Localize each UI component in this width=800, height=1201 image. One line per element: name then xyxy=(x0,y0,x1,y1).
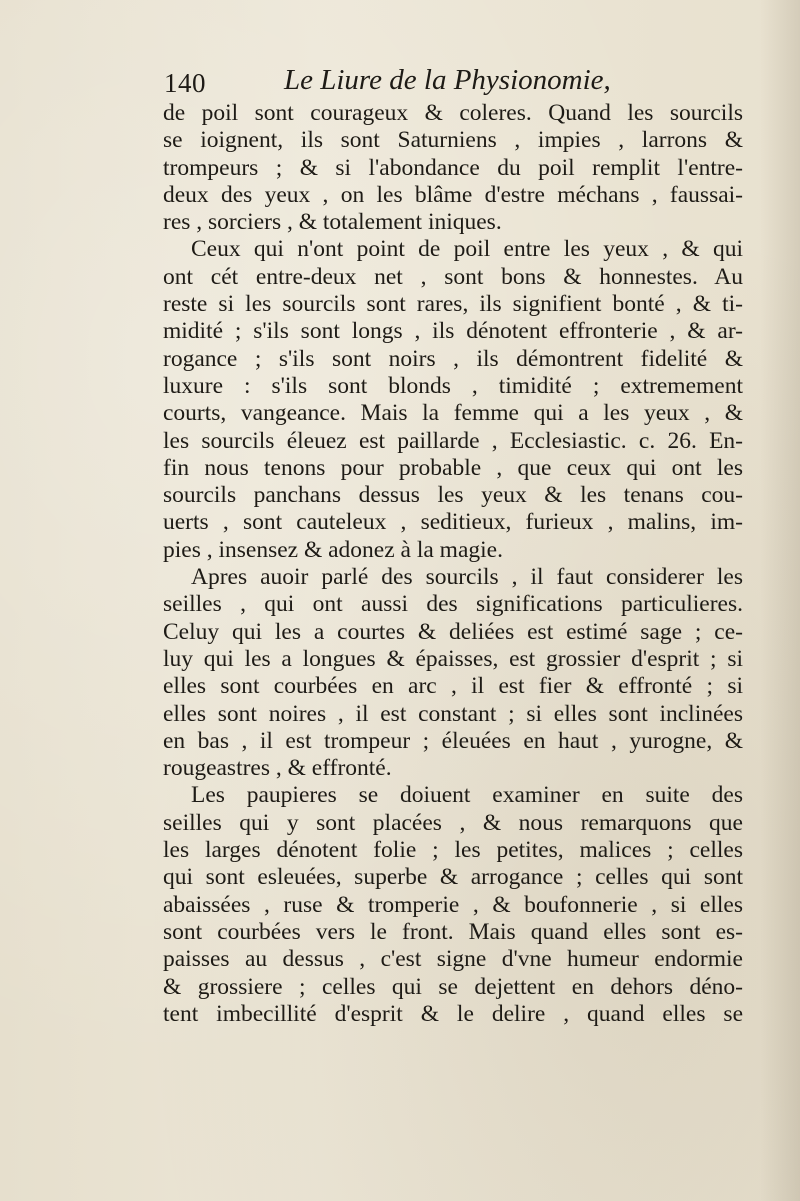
text-line: seilles qui y sont placées , & nous remarquons que xyxy=(163,809,743,836)
text-line: elles sont courbées en arc , il est fier & effronté ; si xyxy=(163,673,743,700)
text-line: de poil sont courageux & coleres. Quand les sourcils xyxy=(163,100,743,126)
running-title: Le Liure de la Physionomie, xyxy=(284,64,611,96)
text-line: sont courbées vers le front. Mais quand elles sont es- xyxy=(163,918,743,945)
page-edge-shadow xyxy=(760,0,800,1201)
text-line: deux des yeux , on les blâme d'estre méchans , faussai- xyxy=(163,181,743,208)
page-number: 140 xyxy=(164,68,206,98)
text-line: rougeastres , & effronté. xyxy=(163,755,392,782)
text-line: paisses au dessus , c'est signe d'vne humeur endormie xyxy=(163,946,743,973)
text-line: pies , insensez & adonez à la magie. xyxy=(163,536,503,563)
page-header xyxy=(164,62,634,102)
text-line: luy qui les a longues & épaisses, est grossier d'esprit ; si xyxy=(163,645,743,672)
text-line: qui sont esleuées, superbe & arrogance ; celles qui sont xyxy=(163,864,743,891)
text-line: sourcils panchans dessus les yeux & les tenans cou- xyxy=(163,482,743,509)
text-line: res , sorciers , & totalement iniques. xyxy=(163,209,502,236)
text-line: Celuy qui les a courtes & deliées est estimé sage ; ce- xyxy=(163,618,743,645)
text-line: tent imbecillité d'esprit & le delire , quand elles se xyxy=(163,1000,743,1027)
text-line: reste si les sourcils sont rares, ils signifient bonté , & ti- xyxy=(163,291,743,318)
text-line: luxure : s'ils sont blonds , timidité ; extremement xyxy=(163,372,743,399)
text-line: Les paupieres se doiuent examiner en suite des xyxy=(191,782,743,809)
text-line: courts, vangeance. Mais la femme qui a les yeux , & xyxy=(163,400,743,427)
text-line: elles sont noires , il est constant ; si elles sont inclinées xyxy=(163,700,743,727)
text-line: en bas , il est trompeur ; éleuées en haut , yurogne, & xyxy=(163,727,743,754)
text-line: uerts , sont cauteleux , seditieux, furieux , malins, im- xyxy=(163,509,743,536)
text-line: les sourcils éleuez est paillarde , Ecclesiastic. c. 26. En- xyxy=(163,427,743,454)
text-line: seilles , qui ont aussi des significations particulieres. xyxy=(163,591,743,618)
text-line: Ceux qui n'ont point de poil entre les yeux , & qui xyxy=(191,236,743,263)
text-line: midité ; s'ils sont longs , ils dénotent effronterie , & ar- xyxy=(163,318,743,345)
text-line: ont cét entre-deux net , sont bons & honnestes. Au xyxy=(163,263,743,290)
text-line: & grossiere ; celles qui se dejettent en dehors déno- xyxy=(163,973,743,1000)
text-line: abaissées , ruse & tromperie , & boufonnerie , si elles xyxy=(163,891,743,918)
text-line: se ioignent, ils sont Saturniens , impies , larrons & xyxy=(163,127,743,154)
text-line: Apres auoir parlé des sourcils , il faut considerer les xyxy=(191,564,743,591)
text-line: trompeurs ; & si l'abondance du poil remplit l'entre- xyxy=(163,154,743,181)
text-line: rogance ; s'ils sont noirs , ils démontrent fidelité & xyxy=(163,345,743,372)
body-text xyxy=(163,100,743,1028)
text-line: fin nous tenons pour probable , que ceux qui ont les xyxy=(163,454,743,481)
text-line: les larges dénotent folie ; les petites, malices ; celles xyxy=(163,837,743,864)
